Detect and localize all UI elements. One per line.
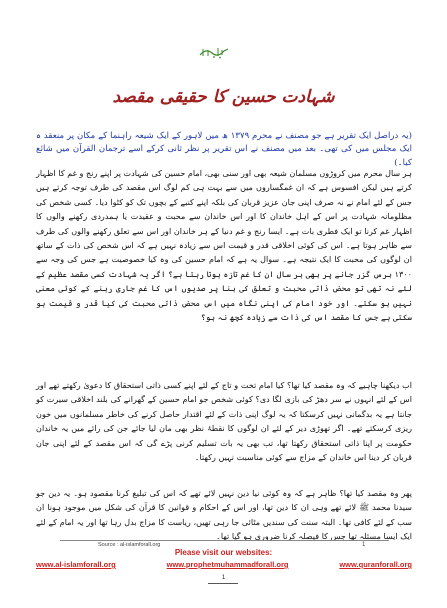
page-title: شہادت حسین کا حقیقی مقصد: [112, 87, 335, 107]
bismillah-calligraphy-icon: [198, 44, 230, 60]
websites-heading: Please visit our websites:: [174, 548, 273, 557]
body-paragraph-3: پھر وہ مقصد کیا تھا؟ ظاہر ہے کہ وہ کوئی نیا دین نہیں لائے تھے کہ اس کی تبلیغ کرنا مقصود ہو۔ یہ دین جو سیدنا محمد ﷺ لائے تھے وہی ان کا دین تھا، اور اس کے احکام و قوانین کا قرآن کی شکل میں موجود ہونا ان سب کے لئے کافی تھا۔ البتہ سنت کی سندیں مٹائی جا رہی تھیں، ریاست کا مزاج بدل رہا تھا اور یہ امام کے لئے ایک ایسا مسئلہ تھا جس کا فیصلہ کرنا ضروری ہو گیا تھا۔: [36, 488, 412, 542]
intro-paragraph: (یہ دراصل ایک تقریر ہے جو مصنف نے محرم ۱۳۷۹ ھ میں لاہور کے ایک شیعہ راہنما کے مکان پر منعقد ہ ایک مجلس میں کی تھی۔ بعد میں مصنف نے اس تقریر پر نظر ثانی کرکے اسے ترجمان القرآن میں شائع کیا۔): [36, 131, 412, 168]
footer-divider: [60, 540, 389, 541]
website-link-al-islamforall[interactable]: www.al-islamforall.org: [36, 560, 116, 569]
body-paragraph-1: ہر سال محرم میں کروڑوں مسلمان شیعہ بھی اور سنی بھی، امام حسین کی شہادت پر اپنے رنج و غم کا اظہار کرتے ہیں لیکن افسوس ہے کہ ان غمگساروں میں سے بہت ہی کم لوگ اس مقصد کی طرف توجہ کرتے ہیں جس کے لئے امام نے نہ صرف اپنی جان عزیز قربان کی بلکہ اپنے کنبے کے بچوں تک کو کٹوا دیا۔ کسی شخص کی مظلومانہ شہادت پر اس کے اہل خاندان کا اور اس خاندان سے محبت و عقیدت یا ہمدردی رکھنے والوں کا اظہار غم کرنا تو ایک فطری بات ہے۔ ایسا رنج و غم دنیا کے ہر خاندان اور اس سے تعلق رکھنے والوں کی طرف سے ظاہر ہوتا ہے۔ اس کی کوئی اخلاقی قدر و قیمت اس سے زیادہ نہیں ہے کہ اس شخص کی ذات کے ساتھ ان لوگوں کی محبت کا ایک نتیجہ ہے۔ سوال یہ ہے کہ امام حسین کی وہ کیا خصوصیت ہے جس کی وجہ سے ۱۳۰۰ برس گزر جانے پر بھی ہر سال ان کا غم تازہ ہوتا رہتا ہے؟ اگر یہ شہادت کسی مقصد عظیم کے لئے نہ تھی تو محض ذاتی محبت و تعلق کی بنا پر صدیوں اس کا غم جاری رہنے کے کوئی معنی نہیں ہو سکتے۔ اور خود امام کی اپنی نگاہ میں اس محض ذاتی محبت کی کیا قدر و قیمت ہو سکتی ہے جس کا مقصد اس کی ذات سے زیادہ کچھ نہ ہو؟: [36, 168, 412, 323]
body-paragraph-2: اب دیکھنا چاہیے کہ وہ مقصد کیا تھا؟ کیا امام تخت و تاج کے لئے اپنے کسی ذاتی استحقاق کا دعویٰ رکھتے تھے اور اس کے لئے انہوں نے سر دھڑ کی بازی لگا دی؟ کوئی شخص جو امام حسین کے گھرانے کی بلند اخلاقی سیرت کو جانتا ہے یہ بدگمانی نہیں کرسکتا کہ یہ لوگ اپنی ذات کے لئے اقتدار حاصل کرنے کی خاطر مسلمانوں میں خون ریزی کرسکتے تھے۔ اگر تھوڑی دیر کے لئے ان لوگوں کا نقطۂ نظر بھی مان لیا جائے جن کی رائے میں یہ خاندان حکومت پر اپنا ذاتی استحقاق رکھتا تھا، تب بھی یہ بات تسلیم کرنی پڑے گی کہ اس مقصد کے لئے اپنی جان قربان کر دینا اس خاندان کے مزاج سے کوئی مناسبت نہیں رکھتا۔: [36, 380, 412, 463]
source-label: Source : al-islamforall.org: [98, 542, 161, 548]
page-number: 1: [221, 574, 226, 581]
websites-list: [36, 560, 412, 569]
website-link-prophetmuhammadforall[interactable]: www.prophetmuhammadforall.org: [166, 560, 289, 569]
website-link-quranforall[interactable]: www.quranforall.org: [339, 560, 412, 569]
footer-page-marker: 1: [362, 542, 366, 548]
page-number-underline: [208, 583, 238, 584]
